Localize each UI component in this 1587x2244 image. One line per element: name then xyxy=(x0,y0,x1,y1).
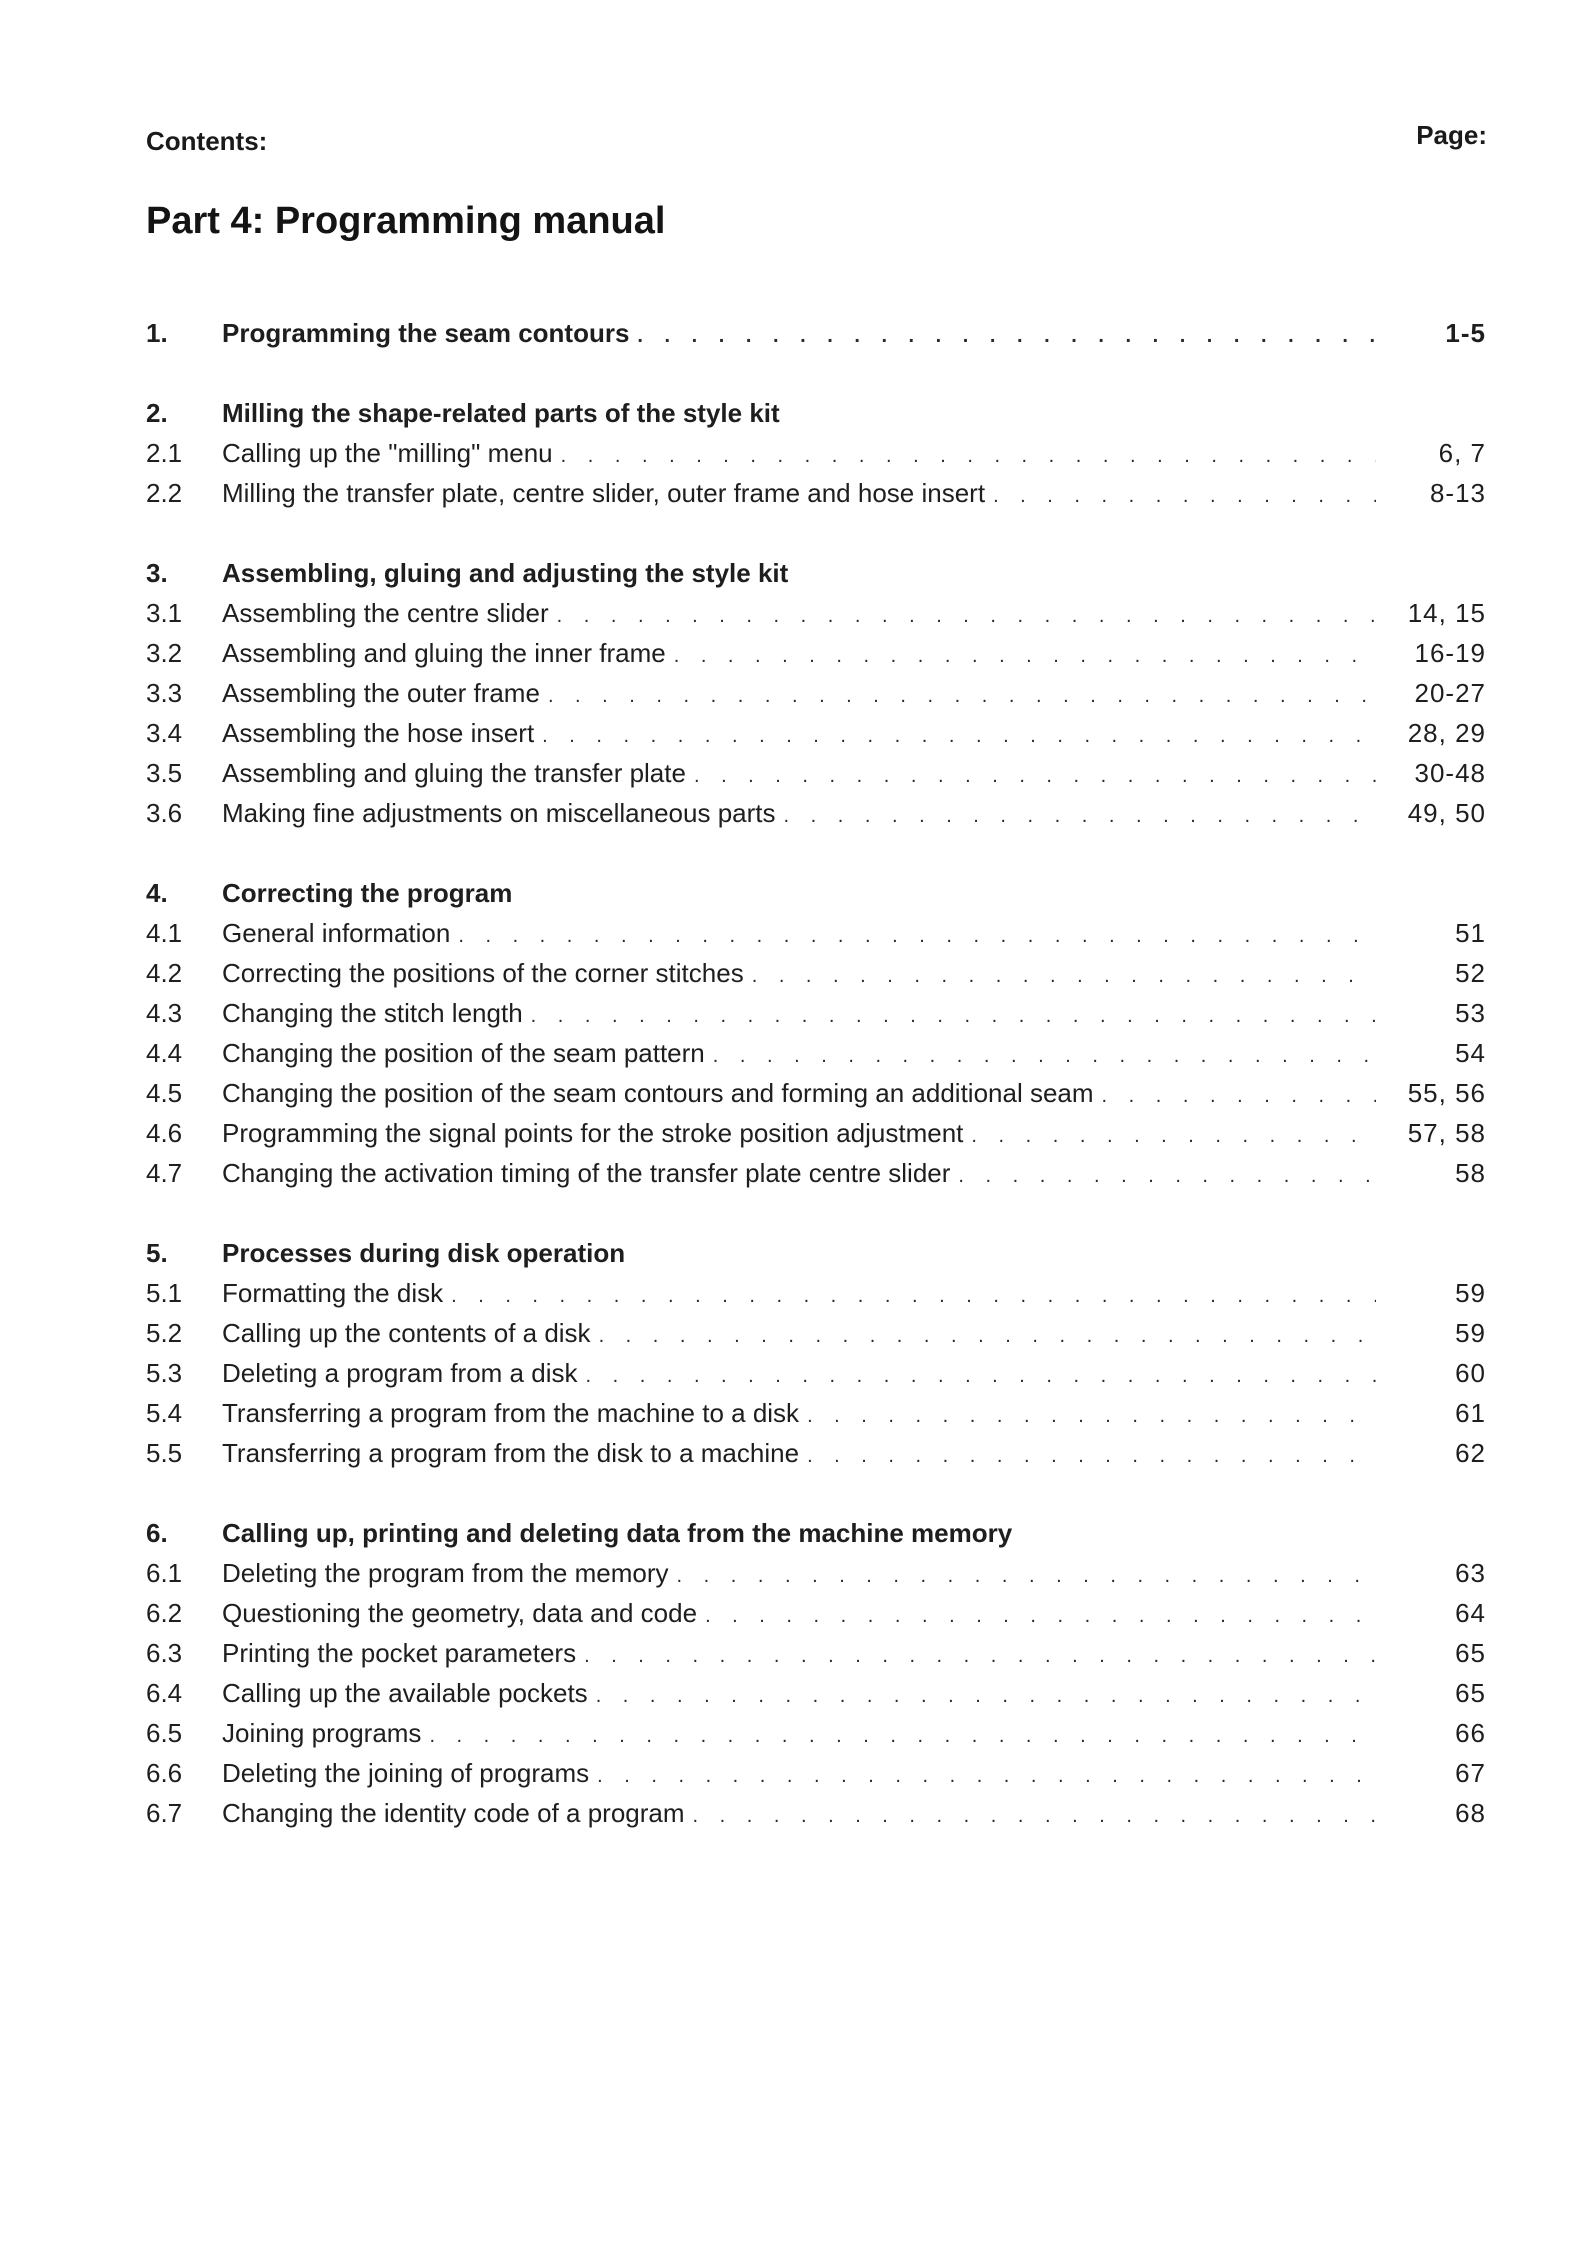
toc-entry-number: 1. xyxy=(146,318,168,348)
toc-section xyxy=(146,558,1488,838)
toc-entry-number: 2. xyxy=(146,398,168,428)
toc-entry xyxy=(146,1678,1488,1718)
toc-section xyxy=(146,318,1488,358)
toc-entry xyxy=(146,638,1488,678)
dot-leader xyxy=(451,1285,1376,1308)
toc-entry-page: 61 xyxy=(1455,1398,1486,1428)
toc-entry-title: Changing the activation timing of the transfer plate centre slider xyxy=(222,1158,951,1188)
toc-section xyxy=(146,398,1488,518)
toc-entry-page: 6, 7 xyxy=(1438,438,1486,468)
toc-entry-page: 67 xyxy=(1455,1758,1486,1788)
dot-leader xyxy=(458,925,1376,948)
dot-leader xyxy=(958,1165,1376,1188)
toc-entry-title-wrap xyxy=(222,1398,1376,1429)
toc-entry-title-wrap xyxy=(222,1758,1376,1789)
dot-leader xyxy=(561,445,1376,468)
toc-entry-title-wrap xyxy=(222,638,1376,669)
toc-entry-number: 3.6 xyxy=(146,798,183,828)
toc-entry xyxy=(146,758,1488,798)
toc-entry-number: 5.4 xyxy=(146,1398,183,1428)
toc-entry-title: Programming the seam contours xyxy=(222,318,630,348)
toc-entry-page: 1-5 xyxy=(1445,318,1486,348)
toc-entry-title-wrap xyxy=(222,1678,1376,1709)
toc-entry-title-wrap xyxy=(222,958,1376,989)
toc-entry-title-wrap xyxy=(222,438,1376,469)
toc-entry-title-wrap xyxy=(222,1558,1376,1589)
toc-entry xyxy=(146,478,1488,518)
toc-entry-title: Assembling and gluing the transfer plate xyxy=(222,758,686,788)
toc-entry xyxy=(146,678,1488,718)
dot-leader xyxy=(784,805,1376,828)
toc-entry-title-wrap xyxy=(222,1238,1376,1269)
toc-entry xyxy=(146,958,1488,998)
dot-leader xyxy=(1102,1085,1376,1108)
toc-entry xyxy=(146,998,1488,1038)
toc-entry-title-wrap xyxy=(222,1638,1376,1669)
toc-entry-title: Assembling the hose insert xyxy=(222,718,535,748)
toc-entry-title-wrap xyxy=(222,1358,1376,1389)
toc-entry-page: 8-13 xyxy=(1429,478,1486,508)
toc-entry-page: 49, 50 xyxy=(1407,798,1486,828)
toc-entry xyxy=(146,1398,1488,1438)
toc-entry-number: 6.5 xyxy=(146,1718,183,1748)
toc-section xyxy=(146,878,1488,1198)
toc-entry-page: 64 xyxy=(1455,1598,1486,1628)
toc-entry-number: 4.3 xyxy=(146,998,183,1028)
toc-entry-number: 3.1 xyxy=(146,598,183,628)
toc-entry-title: Deleting a program from a disk xyxy=(222,1358,578,1388)
toc-entry-title: Changing the position of the seam contours and forming an additional seam xyxy=(222,1078,1094,1108)
table-of-contents xyxy=(146,318,1488,1878)
toc-entry-page: 30-48 xyxy=(1414,758,1486,788)
dot-leader xyxy=(705,1605,1376,1628)
toc-entry-number: 4.4 xyxy=(146,1038,183,1068)
toc-entry-page: 16-19 xyxy=(1414,638,1486,668)
toc-entry-number: 6.3 xyxy=(146,1638,183,1668)
toc-entry-title: Correcting the program xyxy=(222,878,513,908)
toc-entry xyxy=(146,1598,1488,1638)
toc-entry xyxy=(146,1078,1488,1118)
dot-leader xyxy=(557,605,1376,628)
toc-section-heading xyxy=(146,1238,1488,1278)
toc-entry-title-wrap xyxy=(222,1798,1376,1829)
toc-entry-number: 5.3 xyxy=(146,1358,183,1388)
toc-entry-number: 2.1 xyxy=(146,438,183,468)
toc-entry xyxy=(146,1038,1488,1078)
toc-section xyxy=(146,1238,1488,1478)
dot-leader xyxy=(597,1765,1376,1788)
toc-entry-title: Assembling and gluing the inner frame xyxy=(222,638,666,668)
dot-leader xyxy=(693,1805,1376,1828)
toc-section xyxy=(146,1518,1488,1838)
toc-entry-number: 4.2 xyxy=(146,958,183,988)
toc-entry-title: Calling up, printing and deleting data from the machine memory xyxy=(222,1518,1013,1548)
toc-entry-title-wrap xyxy=(222,718,1376,749)
part-title: Part 4: Programming manual xyxy=(146,200,666,242)
toc-entry-number: 6.6 xyxy=(146,1758,183,1788)
toc-entry-number: 3.3 xyxy=(146,678,183,708)
toc-entry-title: Assembling the centre slider xyxy=(222,598,549,628)
toc-entry-title: Changing the stitch length xyxy=(222,998,523,1028)
toc-entry-number: 4.5 xyxy=(146,1078,183,1108)
toc-entry-page: 60 xyxy=(1455,1358,1486,1388)
dot-leader xyxy=(677,1565,1376,1588)
toc-entry xyxy=(146,918,1488,958)
toc-section-heading xyxy=(146,318,1488,358)
toc-entry-title-wrap xyxy=(222,1038,1376,1069)
dot-leader xyxy=(584,1645,1376,1668)
toc-entry xyxy=(146,1118,1488,1158)
toc-entry-page: 57, 58 xyxy=(1407,1118,1486,1148)
toc-entry-number: 5.2 xyxy=(146,1318,183,1348)
toc-entry-title-wrap xyxy=(222,758,1376,789)
toc-entry-page: 53 xyxy=(1455,998,1486,1028)
toc-entry-page: 52 xyxy=(1455,958,1486,988)
toc-entry-title: Printing the pocket parameters xyxy=(222,1638,577,1668)
toc-entry-page: 68 xyxy=(1455,1798,1486,1828)
dot-leader xyxy=(807,1445,1376,1468)
toc-entry-title-wrap xyxy=(222,478,1376,509)
toc-entry-title-wrap xyxy=(222,1598,1376,1629)
dot-leader xyxy=(429,1725,1376,1748)
toc-entry-number: 6.2 xyxy=(146,1598,183,1628)
toc-entry-number: 6.1 xyxy=(146,1558,183,1588)
toc-entry-number: 5.1 xyxy=(146,1278,183,1308)
toc-entry-number: 4. xyxy=(146,878,168,908)
toc-entry-number: 5. xyxy=(146,1238,168,1268)
toc-entry xyxy=(146,1558,1488,1598)
toc-entry-title: Milling the shape-related parts of the style kit xyxy=(222,398,780,428)
toc-entry-title: Calling up the "milling" menu xyxy=(222,438,553,468)
dot-leader xyxy=(674,645,1376,668)
dot-leader xyxy=(596,1685,1376,1708)
toc-section-heading xyxy=(146,558,1488,598)
dot-leader xyxy=(713,1045,1376,1068)
toc-entry-page: 58 xyxy=(1455,1158,1486,1188)
toc-entry-title: Transferring a program from the disk to a machine xyxy=(222,1438,800,1468)
dot-leader xyxy=(542,725,1376,748)
toc-entry-page: 28, 29 xyxy=(1407,718,1486,748)
toc-entry-number: 3. xyxy=(146,558,168,588)
toc-entry xyxy=(146,598,1488,638)
toc-entry xyxy=(146,1718,1488,1758)
toc-entry-number: 5.5 xyxy=(146,1438,183,1468)
toc-entry-number: 3.2 xyxy=(146,638,183,668)
toc-entry-page: 54 xyxy=(1455,1038,1486,1068)
toc-entry-title: Calling up the contents of a disk xyxy=(222,1318,591,1348)
toc-entry-title: General information xyxy=(222,918,451,948)
toc-entry-title: Formatting the disk xyxy=(222,1278,444,1308)
toc-entry-title: Transferring a program from the machine to a disk xyxy=(222,1398,800,1428)
toc-entry-title: Assembling the outer frame xyxy=(222,678,540,708)
toc-entry-page: 20-27 xyxy=(1414,678,1486,708)
toc-entry-title-wrap xyxy=(222,918,1376,949)
toc-entry xyxy=(146,1758,1488,1798)
toc-entry-title: Deleting the joining of programs xyxy=(222,1758,590,1788)
toc-entry-title-wrap xyxy=(222,1118,1376,1149)
toc-entry xyxy=(146,1358,1488,1398)
dot-leader xyxy=(807,1405,1376,1428)
toc-entry xyxy=(146,798,1488,838)
toc-entry-page: 59 xyxy=(1455,1318,1486,1348)
toc-entry-page: 51 xyxy=(1455,918,1486,948)
toc-entry-title-wrap xyxy=(222,878,1376,909)
toc-entry-title-wrap xyxy=(222,1718,1376,1749)
toc-entry-number: 4.1 xyxy=(146,918,183,948)
dot-leader xyxy=(752,965,1376,988)
toc-entry-title: Correcting the positions of the corner stitches xyxy=(222,958,744,988)
toc-entry-page: 62 xyxy=(1455,1438,1486,1468)
toc-entry-number: 4.6 xyxy=(146,1118,183,1148)
toc-entry xyxy=(146,718,1488,758)
toc-entry-title: Changing the identity code of a program xyxy=(222,1798,685,1828)
dot-leader xyxy=(971,1125,1376,1148)
toc-entry-title-wrap xyxy=(222,318,1376,349)
toc-entry-page: 55, 56 xyxy=(1407,1078,1486,1108)
dot-leader xyxy=(599,1325,1376,1348)
toc-entry-page: 66 xyxy=(1455,1718,1486,1748)
toc-entry xyxy=(146,1318,1488,1358)
toc-entry-title-wrap xyxy=(222,1158,1376,1189)
toc-entry-title-wrap xyxy=(222,1438,1376,1469)
toc-section-heading xyxy=(146,1518,1488,1558)
toc-entry-number: 4.7 xyxy=(146,1158,183,1188)
toc-entry-number: 3.4 xyxy=(146,718,183,748)
toc-entry xyxy=(146,1798,1488,1838)
contents-heading: Contents: xyxy=(146,126,268,156)
dot-leader xyxy=(993,485,1376,508)
toc-section-heading xyxy=(146,878,1488,918)
toc-entry-title: Assembling, gluing and adjusting the style kit xyxy=(222,558,789,588)
toc-entry xyxy=(146,1638,1488,1678)
toc-entry-title-wrap xyxy=(222,1318,1376,1349)
toc-entry xyxy=(146,1278,1488,1318)
toc-entry-page: 14, 15 xyxy=(1407,598,1486,628)
toc-section-heading xyxy=(146,398,1488,438)
toc-entry-title-wrap xyxy=(222,1518,1376,1549)
toc-entry-title: Calling up the available pockets xyxy=(222,1678,588,1708)
toc-entry-number: 6.4 xyxy=(146,1678,183,1708)
toc-entry-title: Milling the transfer plate, centre slider, outer frame and hose insert xyxy=(222,478,986,508)
dot-leader xyxy=(637,325,1376,348)
toc-entry-number: 6.7 xyxy=(146,1798,183,1828)
toc-entry-title-wrap xyxy=(222,598,1376,629)
toc-entry-title: Programming the signal points for the stroke position adjustment xyxy=(222,1118,964,1148)
toc-entry-title-wrap xyxy=(222,1278,1376,1309)
toc-entry-page: 65 xyxy=(1455,1638,1486,1668)
toc-entry-number: 3.5 xyxy=(146,758,183,788)
dot-leader xyxy=(531,1005,1376,1028)
toc-entry-title: Making fine adjustments on miscellaneous parts xyxy=(222,798,776,828)
toc-entry-title-wrap xyxy=(222,1078,1376,1109)
toc-entry-title-wrap xyxy=(222,558,1376,589)
dot-leader xyxy=(548,685,1376,708)
toc-entry xyxy=(146,1438,1488,1478)
toc-entry-title-wrap xyxy=(222,798,1376,829)
toc-entry-number: 6. xyxy=(146,1518,168,1548)
toc-entry-title: Questioning the geometry, data and code xyxy=(222,1598,698,1628)
toc-entry-title: Joining programs xyxy=(222,1718,422,1748)
toc-entry-title: Deleting the program from the memory xyxy=(222,1558,669,1588)
toc-entry-title-wrap xyxy=(222,998,1376,1029)
toc-entry xyxy=(146,438,1488,478)
toc-entry-title: Processes during disk operation xyxy=(222,1238,626,1268)
toc-entry-page: 63 xyxy=(1455,1558,1486,1588)
toc-entry-title-wrap xyxy=(222,398,1376,429)
toc-entry-page: 59 xyxy=(1455,1278,1486,1308)
toc-entry-title-wrap xyxy=(222,678,1376,709)
toc-entry-page: 65 xyxy=(1455,1678,1486,1708)
page-column-heading: Page: xyxy=(1416,120,1487,150)
dot-leader xyxy=(585,1365,1376,1388)
toc-entry-title: Changing the position of the seam pattern xyxy=(222,1038,705,1068)
toc-entry xyxy=(146,1158,1488,1198)
toc-entry-number: 2.2 xyxy=(146,478,183,508)
dot-leader xyxy=(694,765,1376,788)
